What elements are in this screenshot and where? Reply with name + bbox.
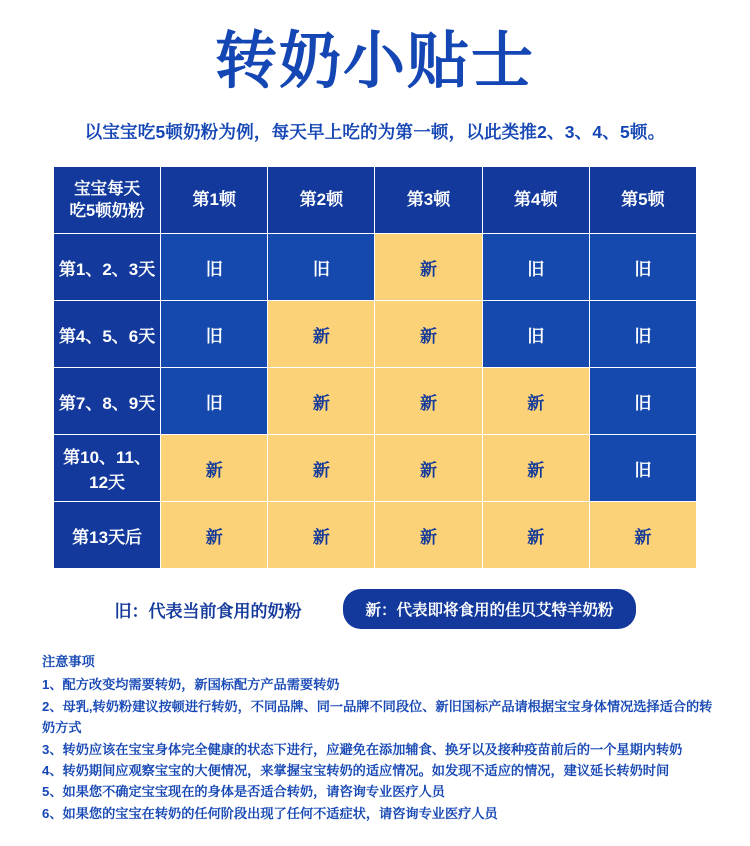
- header-line-1: 宝宝每天: [74, 179, 141, 198]
- note-item-6: 6、如果您的宝宝在转奶的任何阶段出现了任何不适症状，请咨询专业医疗人员: [42, 805, 498, 821]
- row-label: 第13天后: [54, 502, 161, 569]
- legend-new-badge: 新：代表即将食用的佳贝艾特羊奶粉: [343, 589, 635, 629]
- table-header-cell-3: 第3顿: [375, 167, 482, 234]
- row-label: 第10、11、12天: [54, 435, 161, 502]
- table-row: [54, 435, 697, 502]
- table-row: [54, 234, 697, 301]
- cell-feed-1: 旧: [161, 368, 268, 435]
- notes-title: 注意事项: [42, 654, 95, 670]
- row-label: 第7、8、9天: [54, 368, 161, 435]
- cell-feed-1: 旧: [161, 234, 268, 301]
- cell-feed-2: 新: [268, 502, 375, 569]
- cell-feed-4: 新: [482, 368, 589, 435]
- row-label: 第4、5、6天: [54, 301, 161, 368]
- transition-schedule-table: [53, 166, 697, 569]
- table-row: [54, 502, 697, 569]
- cell-feed-3: 新: [375, 368, 482, 435]
- cell-feed-1: 新: [161, 435, 268, 502]
- page-title: 转奶小贴士: [214, 24, 535, 97]
- legend: [0, 589, 750, 629]
- row-label: 第1、2、3天: [54, 234, 161, 301]
- cell-feed-1: 新: [161, 502, 268, 569]
- cell-feed-2: 旧: [268, 234, 375, 301]
- cell-feed-5: 旧: [589, 368, 696, 435]
- cell-feed-3: 新: [375, 234, 482, 301]
- note-item-1: 1、配方改变均需要转奶，新国标配方产品需要转奶: [42, 677, 340, 693]
- cell-feed-3: 新: [375, 301, 482, 368]
- cell-feed-2: 新: [268, 435, 375, 502]
- cell-feed-4: 新: [482, 435, 589, 502]
- cell-feed-3: 新: [375, 502, 482, 569]
- table-row: [54, 301, 697, 368]
- legend-old-label: 旧：代表当前食用的奶粉: [114, 601, 302, 621]
- table-header-cell-1: 第1顿: [161, 167, 268, 234]
- cell-feed-4: 旧: [482, 301, 589, 368]
- table-header-cell-2: 第2顿: [268, 167, 375, 234]
- cell-feed-1: 旧: [161, 301, 268, 368]
- page-subtitle: 以宝宝吃5顿奶粉为例，每天早上吃的为第一顿，以此类推2、3、4、5顿。: [84, 122, 666, 143]
- table-header-cell-4: 第4顿: [482, 167, 589, 234]
- cell-feed-2: 新: [268, 301, 375, 368]
- cell-feed-2: 新: [268, 368, 375, 435]
- cell-feed-4: 旧: [482, 234, 589, 301]
- cell-feed-4: 新: [482, 502, 589, 569]
- cell-feed-5: 旧: [589, 301, 696, 368]
- note-item-3: 3、转奶应该在宝宝身体完全健康的状态下进行，应避免在添加辅食、换牙以及接种疫苗前后的一个星期内转奶: [42, 741, 683, 757]
- note-item-5: 5、如果您不确定宝宝现在的身体是否适合转奶，请咨询专业医疗人员: [42, 784, 445, 800]
- cell-feed-5: 新: [589, 502, 696, 569]
- table-row: [54, 368, 697, 435]
- cell-feed-3: 新: [375, 435, 482, 502]
- notes-section: [42, 651, 714, 824]
- table-header-cell-5: 第5顿: [589, 167, 696, 234]
- note-item-2: 2、母乳,转奶粉建议按顿进行转奶，不同品牌、同一品牌不同段位、新旧国标产品请根据宝宝身体情况选择适合的转奶方式: [42, 698, 713, 736]
- cell-feed-5: 旧: [589, 435, 696, 502]
- cell-feed-5: 旧: [589, 234, 696, 301]
- header-line-2: 吃5顿奶粉: [69, 202, 145, 221]
- note-item-4: 4、转奶期间应观察宝宝的大便情况，来掌握宝宝转奶的适应情况。如发现不适应的情况，建议延长转奶时间: [42, 762, 670, 778]
- table-header-row: [54, 167, 697, 234]
- table-header-cell-0: [54, 167, 161, 234]
